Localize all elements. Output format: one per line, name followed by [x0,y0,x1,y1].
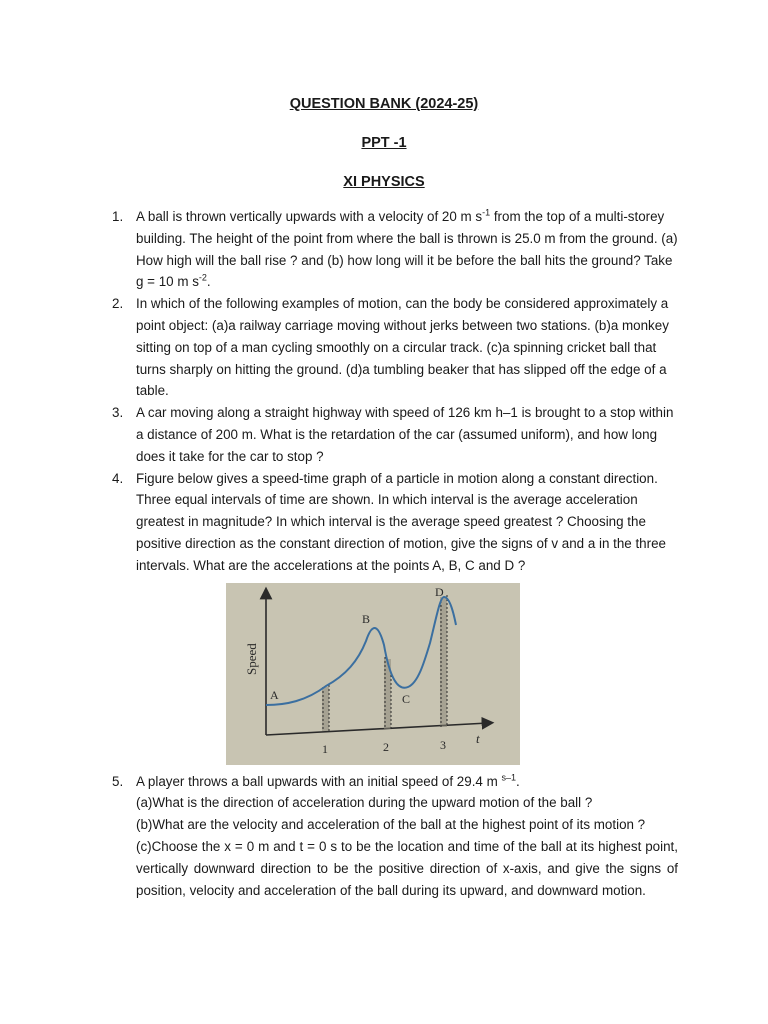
document-title: QUESTION BANK (2024-25) [289,96,479,112]
question-1 [112,206,678,293]
point-label-d: D [435,584,444,599]
question-text-part: from the top of a multi-storey building. The height of the point from where the ball is thrown is 25.0 m from the ground. (a) How high will the ball rise ? and (b) how long will it be before the ball hits the ground? Take g = 10 m s [136,209,678,290]
x-axis [266,723,488,735]
question-number: 2. [112,296,124,312]
x-axis-label: t [476,730,480,746]
point-label-b: B [362,611,371,626]
question-text: Figure below gives a speed-time graph of a particle in motion along a constant direction. Three equal intervals of time are shown. In which interval is the average acceleration greatest in magnitude? In which interval is the average speed greatest ? Choosing the positive direction as the constant direction of motion, give the signs of v and a in the three intervals. What are the accelerations at the points A, B, C and D ? [136,470,666,573]
question-list [112,206,678,901]
speed-time-graph [226,583,520,765]
question-text [136,771,678,793]
question-number: 1. [112,209,124,224]
x-tick-label-1: 1 [322,741,328,756]
y-axis-label: Speed [244,642,259,675]
question-4 [112,468,678,765]
speed-curve [266,597,456,705]
question-text-part: . [515,773,520,789]
question-3 [112,402,678,467]
question-number: 3. [112,405,124,421]
superscript: -2 [198,272,207,283]
question-part-b: (b)What are the velocity and acceleration of the ball at the highest point of its motion ? [136,817,646,833]
point-label-c: C [402,691,411,706]
question-text-part: A player throws a ball upwards with an initial speed of 29.4 m [136,773,502,789]
question-number: 5. [112,773,124,789]
x-tick-label-2: 2 [383,739,389,754]
question-text-part: . [206,274,211,290]
speed-time-graph-svg [226,583,520,765]
question-part-c: (c)Choose the x = 0 m and t = 0 s to be the location and time of the ball at its highest point, vertically downward direction to be the positive direction of x-axis, and give the signs of position, velocity and acceleration of the ball during its upward, and downward motion. [136,838,678,898]
x-tick-label-3: 3 [440,737,446,752]
question-text-part: A ball is thrown vertically upwards with a velocity of 20 m s [136,209,483,224]
superscript: s–1 [501,772,516,783]
question-number: 4. [112,470,124,486]
document-subtitle: PPT -1 [361,135,407,151]
question-5 [112,771,678,902]
superscript: -1 [482,207,491,218]
question-text: A car moving along a straight highway with speed of 126 km h–1 is brought to a stop within a distance of 200 m. What is the retardation of the car (assumed uniform), and how long does it take for the car to stop ? [136,405,674,464]
question-text: In which of the following examples of motion, can the body be considered approximately a point object: (a)a railway carriage moving without jerks between two stations. (b)a monkey sitting on top of a man cycling smoothly on a circular track. (c)a spinning cricket ball that turns sharply on hitting the ground. (d)a tumbling beaker that has slipped off the edge of a table. [136,296,669,399]
question-text [136,206,678,293]
subject-heading: XI PHYSICS [343,174,425,190]
question-part-a: (a)What is the direction of acceleration during the upward motion of the ball ? [136,795,593,811]
question-2 [112,293,678,402]
point-label-a: A [270,687,279,702]
